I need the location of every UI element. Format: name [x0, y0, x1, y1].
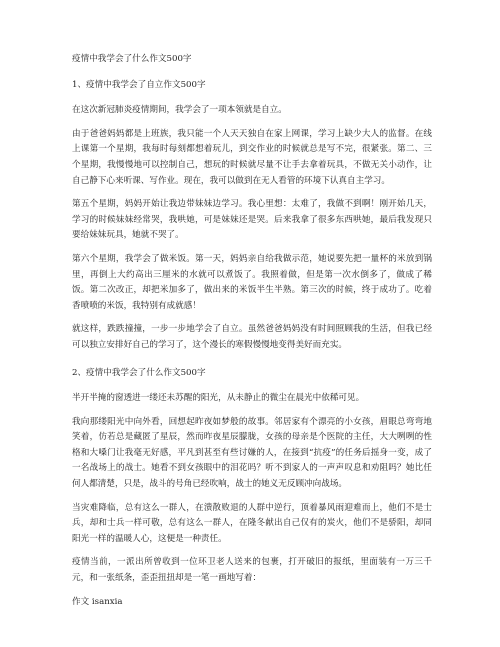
document-page: [72, 52, 432, 621]
section-1-paragraph: 第五个星期，妈妈开始让我边带妹妹边学习。我心里想：太难了，我做不到啊！刚开始几天，学习的时候妹妹经常哭，我哄她，可是妹妹还是哭。后来我拿了很多东西哄她，最后我发现只要给妹妹玩具，她就不哭了。: [72, 199, 432, 241]
section-1-paragraph: 就这样，跌跌撞撞，一步一步地学会了自立。虽然爸爸妈妈没有时间照顾我的生活，但我已经可以独立安排好自己的学习了，这个漫长的寒假慢慢地变得美好而充实。: [72, 324, 432, 350]
section-2-paragraph: 疫情当前，一派出所曾收到一位环卫老人送来的包裹，打开破旧的报纸，里面装有一万三千元，和一张纸条，歪歪扭扭却是一笔一画地写着：: [72, 557, 432, 584]
section-1-heading: 1、疫情中我学会了自立作文500字: [72, 79, 206, 90]
section-1-paragraph: 第六个星期，我学会了做米饭。第一天，妈妈亲自给我做示范，她说要先把一量杯的米放到锅里，再倒上大约高出三厘米的水就可以煮饭了。我照着做，但是第一次水倒多了，做成了稀饭。第二次改正，却把米加多了，做出来的米饭半生半熟。第三次的时候，终于成功了。吃着香喷喷的米饭，我特别有成就感！: [72, 253, 432, 311]
section-1-paragraph: 在这次新冠肺炎疫情期间，我学会了一项本领就是自立。: [72, 105, 287, 116]
section-2-heading: 2、疫情中我学会了什么作文500字: [72, 367, 206, 378]
document-title: 疫情中我学会了什么作文500字: [72, 54, 192, 64]
footer-text: 作文 isanxia: [72, 596, 123, 607]
section-2-paragraph: 半开半掩的窗透进一缕还未苏醒的阳光，从未静止的微尘在晨光中依稀可见。: [72, 393, 365, 404]
section-2-paragraph: 当灾难降临，总有这么一群人，在溃散败退的人群中逆行，顶着暴风雨迎难而上，他们不是士兵，却和士兵一样可敬，总有这么一群人，在隆冬献出自己仅有的炭火，他们不是骄阳，却同阳光一样的温暖人心，这便是一种责任。: [72, 502, 432, 544]
section-1-paragraph: 由于爸爸妈妈都是上班族，我只能一个人天天独自在家上网课，学习上缺少大人的监督。在线上课第一个星期，我每时每刻都想着玩儿，到交作业的时候就总是写不完，很紧张。第二、三个星期，我慢慢地可以控制自己，想玩的时候就尽量不让手去拿着玩具，不做无关小动作，让自己静下心来听课、写作业。现在，我可以做到在无人看管的环境下认真自主学习。: [72, 128, 432, 186]
section-2-paragraph: 我向那缕阳光中向外看，回想起昨夜如梦般的故事。邻居家有个漂亮的小女孩，眉眼总弯弯地笑着，仿若总是藏匿了星辰，然而昨夜星辰朦胧，女孩的母亲是个医院的主任，大大咧咧的性格和大嗓门让我毫无好感，平凡到甚至有些讨嫌的人，在接到“抗疫”的任务后摇身一变，成了一名战场上的战士。她看不到女孩眼中的泪花吗？听不到家人的一声声叹息和劝阻吗？她比任何人都清楚，只是，战斗的号角已经吹响，战士的她义无反顾冲向战场。: [72, 416, 432, 490]
